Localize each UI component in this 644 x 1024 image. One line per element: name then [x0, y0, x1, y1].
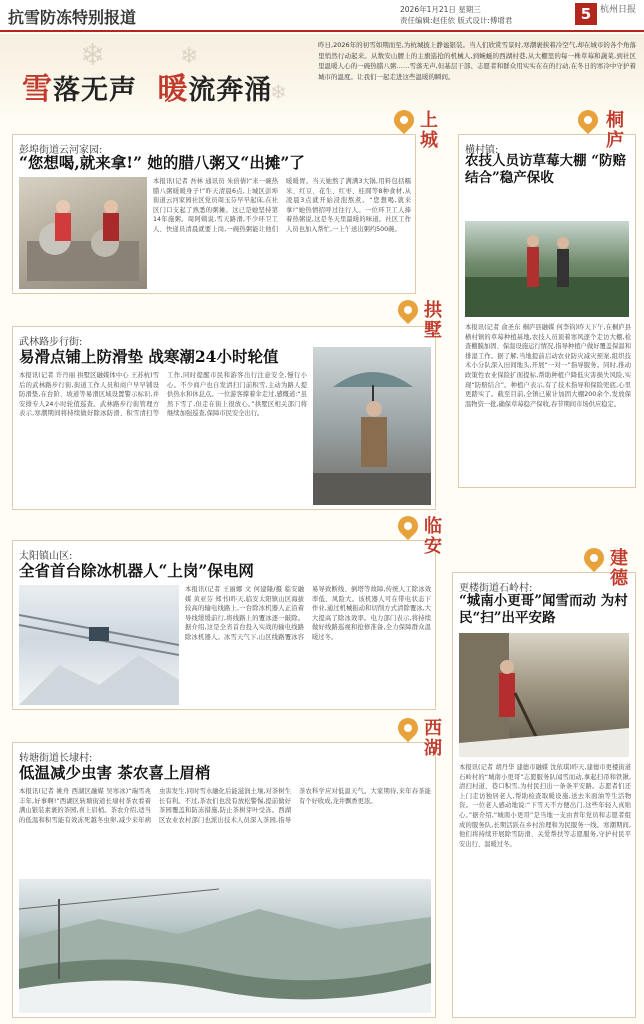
page-header [0, 0, 644, 32]
location-pin-icon [398, 718, 418, 744]
article-body: 本报讯(记者 姚舟 西湖区融媒 吴寒冰)“瑞雪兆丰年,好事啊!”西湖区转塘街道长埭村茶农看着满山银装素裹的茶园,喜上眉梢。茶农介绍,适当的低温和积雪能有效冻死越冬虫卵,减少来年病虫害发生,同时雪水融化后能滋润土壤,对茶树生长有利。不过,茶农们也没有放松警惕,提前做好茶园覆盖和防冻措施,防止茶树芽叶受冻。西湖区农业农村部门也派出技术人员深入茶园,指导茶农科学应对低温天气。大家期待,来年春茶能有个好收成,龙井飘香更浓。 [19, 788, 431, 824]
district-label: 西湖 [421, 718, 442, 758]
article-jiande [452, 572, 636, 1018]
snowflake-icon: ❄ [80, 38, 106, 73]
district-label: 拱墅 [421, 300, 442, 340]
article-headline: “城南小更哥”闻雪而动 为村民“扫”出平安路 [459, 593, 628, 626]
power-line-graphic [19, 585, 179, 705]
photo-strawberry-greenhouse [465, 221, 629, 317]
article-body: 本报讯(记者 吾林 通讯员 朱倍倩)“来一碗热腊八粥暖暖身子!”昨天清晨6点,上城区彭埠街道云河家园社区党员周玉芬早早起床,在社区门口支起了熟悉的粥摊。这已是她坚持第14年施粥。周阿姨说,雪天路滑,不少环卫工人、快递员清晨就要上岗,一碗热粥能让他们暖暖胃。当天她熬了满满3大锅,用料包括糯米、红豆、花生、红枣、桂圆等8种食材,从凌晨3点就开始浸泡熬煮。“您想喝,就来拿!”她热情招呼过往行人。一位环卫工人捧着热粥说,这是冬天里最暖的味道。社区工作人员也加入帮忙,一上午送出粥约500碗。 [153, 178, 411, 233]
banner-lead: 昨日,2026年的初雪如期而至,为杭城披上静谧银装。当人们欣赏雪景时,寒潮裹挟着冷空气,却在城市的各个角落里悄然行动起来。从数安山腰上的主旗巡抢的机械人,到蜿蜒的西湖村巷,从大棚里的每一株草莓和蔬菜,到社区里温暖人心的一碗热腊八粥……雪落无声,但基层干部、志愿者和群众用实实在在的行动,在冬日的寒冷中守护着城市的温度。让我们一起走进这些温暖的瞬间。 [318, 41, 636, 81]
photo-snow-sweeping [459, 633, 629, 757]
snowflake-icon: ❄ [270, 80, 287, 104]
article-headline: 全省首台除冰机器人“上岗”保电网 [19, 561, 254, 580]
article-kicker: 转塘街道长埭村: [19, 753, 93, 764]
title-warm-char: 暖 [157, 72, 189, 107]
article-kicker: 太阳镇山区: [19, 551, 73, 562]
article-headline: “您想喝,就来拿!” 她的腊八粥又“出摊”了 [19, 153, 305, 172]
district-label: 桐庐 [603, 110, 624, 150]
article-body: 本报讯(记者 俞圣东 桐庐县融媒 何李钧)昨天下午,在桐庐县横村镇的草莓种植基地,农技人员顶着寒风逐个走访大棚,检查棚膜加固、保温设施运行情况,指导种植户做好覆盖保温和排湿工作。据了解,当地提前启动农业防灾减灾预案,组织技术小分队深入田间地头,开展“一对一”指导服务。同时,推动政策性农业保险扩面提标,帮助种植户降低灾害损失风险,实现“防赔结合”。种植户表示,有了技术指导和保险兜底,心里更踏实了。截至目前,全镇已累计加固大棚200余个,发放保温物资一批,确保草莓稳产保收,春节期间市场供应稳定。 [465, 324, 631, 408]
article-xihu [12, 742, 436, 1018]
title-snow-char: 雪 [22, 72, 53, 107]
district-label: 上城 [417, 110, 438, 150]
article-headline: 易滑点铺上防滑垫 战寒潮24小时轮值 [19, 347, 279, 366]
district-label: 建德 [607, 548, 628, 588]
article-kicker: 彭埠街道云河家园: [19, 145, 103, 156]
special-banner [0, 34, 644, 124]
tea-garden-graphic [19, 879, 431, 1013]
article-kicker: 更楼街道石岭村: [459, 583, 533, 594]
title-part2: 流奔涌 [188, 75, 273, 106]
banner-title [22, 64, 272, 108]
alley-scene-graphic [459, 633, 629, 757]
article-shangcheng [12, 134, 416, 294]
paper-logo: 杭州日报 [600, 5, 637, 15]
article-headline: 低温减少虫害 茶农喜上眉梢 [19, 763, 211, 782]
photo-street-umbrella [313, 347, 431, 505]
greenhouse-scene-graphic [465, 221, 629, 317]
district-label: 临安 [421, 516, 442, 556]
page-number: 5 [575, 3, 597, 25]
title-part1: 落无声 [53, 75, 137, 106]
article-gongshu [12, 326, 436, 510]
article-body: 本报讯(记者 王丽娜 文 何建隆/摄 临安融媒 黄亚芬 郑书)昨天,临安太阳镇山区海拔较高的输电线路上,一台除冰机器人正沿着导线缓缓前行,将线路上的覆冰逐一敲除。据介绍,这是全省首台投入实战的输电线路除冰机器人。冰雪天气下,山区线路覆冰容易导致断线、倒塔等故障,传统人工除冰效率低、风险大。该机器人可在带电状态下作业,通过机械振动和切削方式清除覆冰,大大提高了除冰效率。电力部门表示,将持续做好线路巡视和抢修准备,全力保障群众温暖过冬。 [185, 586, 431, 641]
location-pin-icon [398, 516, 418, 542]
issue-meta [400, 4, 512, 26]
location-pin-icon [394, 110, 414, 136]
location-pin-icon [584, 548, 604, 574]
photo-deicing-robot [19, 585, 179, 705]
article-linan [12, 540, 436, 710]
street-scene-graphic [313, 347, 431, 505]
date-line: 2026年1月21日 星期三 [400, 5, 481, 14]
article-headline: 农技人员访草莓大棚 “防赔结合”稳产保收 [465, 153, 626, 186]
section-title: 抗雪防冻特别报道 [8, 8, 137, 27]
photo-porridge-stall [19, 177, 147, 289]
article-body: 本报讯(记者 胡丹华 建德市融媒 沈依琪)昨天,建德市更楼街道石岭村的“城南小更哥”志愿服务队闻雪而动,拿起扫帚和铁锹,清扫村道、巷口积雪,为村民扫出一条条平安路。志愿者们还上门走访独居老人,帮助检查取暖设施,送去米面油等生活物资。一位老人感动地说:“下雪天不方便出门,这些年轻人真贴心。”据介绍,“城南小更哥”是当地一支由青年党员和志愿者组成的服务队,长期活跃在乡村治理和为民服务一线。寒潮期间,他们将持续开展除雪防滑、关爱帮扶等志愿服务,守护村民平安出行、温暖过冬。 [459, 764, 631, 848]
porridge-scene-graphic [19, 177, 147, 289]
article-tonglu [458, 134, 636, 488]
photo-snowy-tea-garden [19, 879, 431, 1013]
editor-line: 责任编辑:赵佳依 版式设计:傅增君 [400, 16, 513, 25]
location-pin-icon [398, 300, 418, 326]
snowflake-icon: ❄ [180, 44, 199, 69]
article-body: 本报讯(记者 许丹丽 拱墅区融媒体中心 王苏杭)雪后的武林路步行街,街道工作人员和商户早早铺设防滑垫,在台阶、坡道等易滑区域设置警示标识,并安排专人24小时轮值巡查。武林路步行街管理方表示,寒潮期间将持续做好除冰防滑、积雪清扫等工作,同时提醒市民和游客出行注意安全,慢行小心。不少商户也自发清扫门前积雪,主动为路人提供热水和休息点。一位游客撑着伞走过,感慨道:“虽然下雪了,但走在街上很放心。”拱墅区相关部门将继续加强巡查,保障市民安全出行。 [19, 372, 307, 418]
article-kicker: 横村镇: [465, 145, 499, 156]
location-pin-icon [578, 110, 598, 136]
article-kicker: 武林路步行街: [19, 337, 83, 348]
